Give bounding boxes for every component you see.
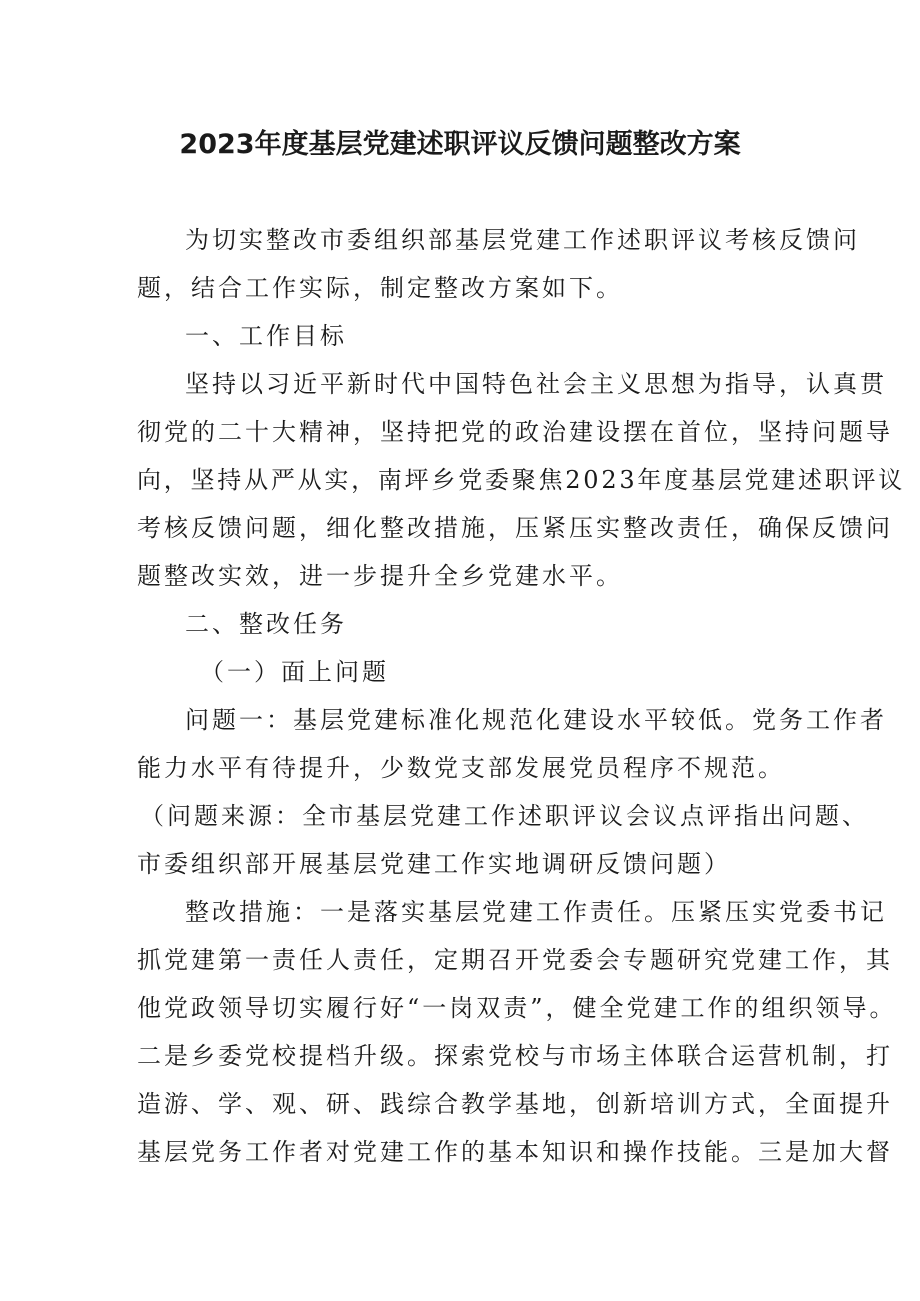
body-line: 抓党建第一责任人责任，定期召开党委会专题研究党建工作，其 [137, 946, 893, 974]
document-title: 2023年度基层党建述职评议反馈问题整改方案 [179, 129, 741, 160]
body-line: 题整改实效，进一步提升全乡党建水平。 [137, 562, 623, 590]
section-heading: 一、工作目标 [185, 322, 347, 350]
body-line: 市委组织部开展基层党建工作实地调研反馈问题） [137, 850, 731, 878]
body-line: 能力水平有待提升，少数党支部发展党员程序不规范。 [137, 754, 785, 782]
body-line: 整改措施：一是落实基层党建工作责任。压紧压实党委书记 [185, 898, 887, 926]
subsection-heading: （一）面上问题 [200, 658, 389, 686]
body-line: 考核反馈问题，细化整改措施，压紧压实整改责任，确保反馈问 [137, 514, 893, 542]
body-line: 坚持以习近平新时代中国特色社会主义思想为指导，认真贯 [185, 370, 887, 398]
body-line: 彻党的二十大精神，坚持把党的政治建设摆在首位，坚持问题导 [137, 418, 893, 446]
body-line: 为切实整改市委组织部基层党建工作述职评议考核反馈问 [185, 226, 860, 254]
body-line: 造游、学、观、研、践综合教学基地，创新培训方式，全面提升 [137, 1090, 893, 1118]
body-line: 基层党务工作者对党建工作的基本知识和操作技能。三是加大督 [137, 1138, 893, 1166]
body-line: 问题一：基层党建标准化规范化建设水平较低。党务工作者 [185, 706, 887, 734]
body-line: 他党政领导切实履行好“一岗双责”，健全党建工作的组织领导。 [137, 994, 897, 1022]
body-line: 二是乡委党校提档升级。探索党校与市场主体联合运营机制，打 [137, 1042, 893, 1070]
section-heading: 二、整改任务 [185, 610, 347, 638]
body-line: 向，坚持从严从实，南坪乡党委聚焦2023年度基层党建述职评议 [137, 466, 906, 494]
body-line: （问题来源：全市基层党建工作述职评议会议点评指出问题、 [140, 802, 869, 830]
body-line: 题，结合工作实际，制定整改方案如下。 [137, 274, 623, 302]
